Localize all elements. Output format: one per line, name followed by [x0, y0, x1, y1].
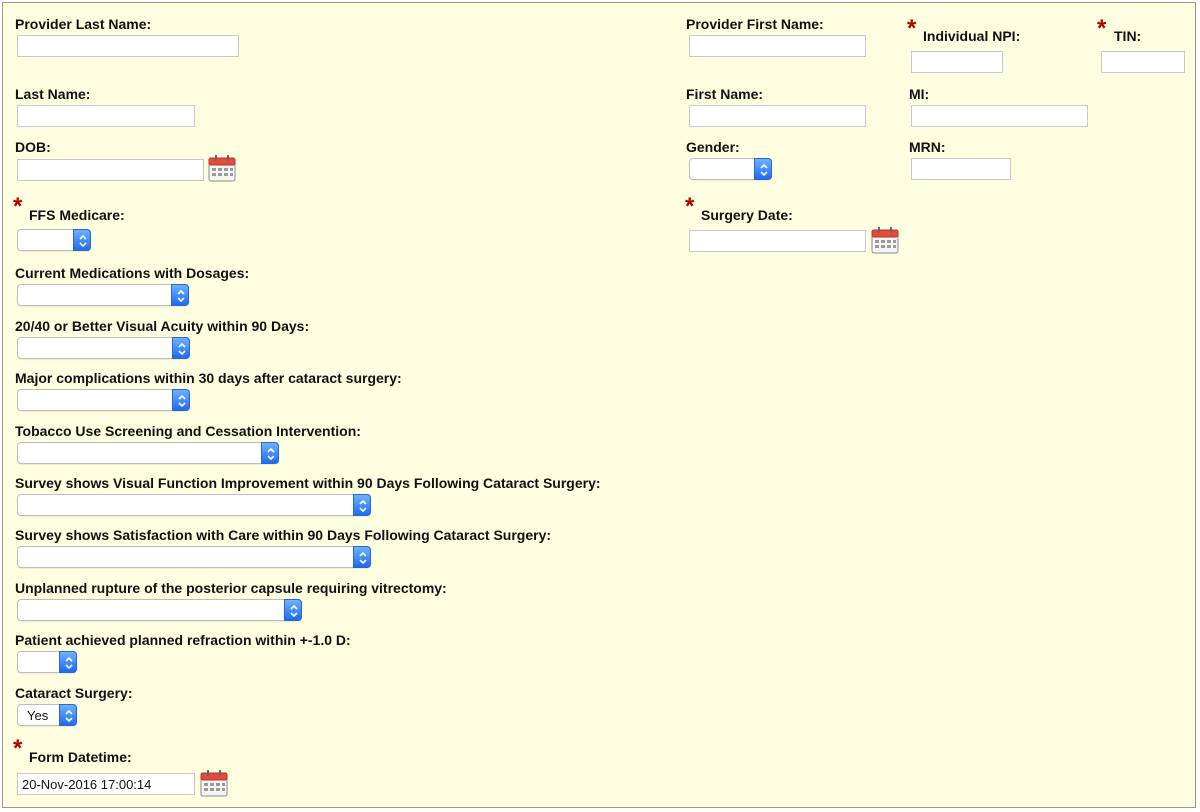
chevron-updown-icon — [59, 704, 77, 726]
satisfaction-label: Survey shows Satisfaction with Care within 90 Days Following Cataract Surgery: — [15, 527, 552, 543]
surgery-date-required-marker: * — [685, 193, 695, 220]
chevron-updown-icon — [59, 651, 77, 673]
gender-label: Gender: — [686, 139, 740, 155]
surgery-date-input[interactable] — [689, 230, 866, 252]
provider-last-name-input[interactable] — [17, 35, 239, 57]
ffs-medicare-select[interactable] — [17, 229, 91, 251]
cataract-surgery-label: Cataract Surgery: — [15, 685, 133, 701]
individual-npi-label: Individual NPI: — [923, 28, 1021, 44]
medications-label: Current Medications with Dosages: — [15, 265, 250, 281]
chevron-updown-icon — [171, 284, 189, 306]
first-name-input[interactable] — [689, 105, 866, 127]
satisfaction-select[interactable] — [17, 546, 371, 568]
ffs-medicare-required-marker: * — [13, 193, 23, 220]
provider-first-name-input[interactable] — [689, 35, 866, 57]
rupture-select[interactable] — [17, 599, 302, 621]
visual-acuity-label: 20/40 or Better Visual Acuity within 90 Days: — [15, 318, 310, 334]
tin-label: TIN: — [1114, 28, 1142, 44]
refraction-label: Patient achieved planned refraction within +-1.0 D: — [15, 632, 351, 648]
refraction-select[interactable] — [17, 651, 77, 673]
gender-select[interactable] — [689, 158, 772, 180]
ffs-medicare-label: FFS Medicare: — [29, 207, 125, 223]
tobacco-select[interactable] — [17, 442, 279, 464]
last-name-label: Last Name: — [15, 86, 91, 102]
visual-function-label: Survey shows Visual Function Improvement within 90 Days Following Cataract Surgery: — [15, 475, 601, 491]
calendar-icon[interactable] — [200, 769, 228, 797]
tobacco-label: Tobacco Use Screening and Cessation Intervention: — [15, 423, 361, 439]
chevron-updown-icon — [353, 494, 371, 516]
chevron-updown-icon — [172, 389, 190, 411]
npi-required-marker: * — [907, 15, 917, 42]
complications-label: Major complications within 30 days after cataract surgery: — [15, 370, 402, 386]
dob-label: DOB: — [15, 139, 51, 155]
mrn-input[interactable] — [911, 158, 1011, 180]
form-datetime-label: Form Datetime: — [29, 749, 132, 765]
chevron-updown-icon — [754, 158, 772, 180]
provider-last-name-label: Provider Last Name: — [15, 16, 152, 32]
mi-input[interactable] — [911, 105, 1088, 127]
cataract-measures-form — [2, 2, 1196, 808]
individual-npi-input[interactable] — [911, 51, 1003, 73]
chevron-updown-icon — [73, 229, 91, 251]
mrn-label: MRN: — [909, 139, 946, 155]
provider-first-name-label: Provider First Name: — [686, 16, 824, 32]
first-name-label: First Name: — [686, 86, 764, 102]
chevron-updown-icon — [284, 599, 302, 621]
chevron-updown-icon — [353, 546, 371, 568]
tin-required-marker: * — [1097, 15, 1107, 42]
rupture-label: Unplanned rupture of the posterior capsule requiring vitrectomy: — [15, 580, 447, 596]
cataract-surgery-select-value: Yes — [27, 708, 49, 723]
dob-input[interactable] — [17, 159, 204, 181]
medications-select[interactable] — [17, 284, 189, 306]
visual-acuity-select[interactable] — [17, 337, 190, 359]
tin-input[interactable] — [1101, 51, 1185, 73]
cataract-surgery-select[interactable] — [17, 704, 77, 726]
chevron-updown-icon — [261, 442, 279, 464]
last-name-input[interactable] — [17, 105, 195, 127]
complications-select[interactable] — [17, 389, 190, 411]
calendar-icon[interactable] — [871, 226, 899, 254]
calendar-icon[interactable] — [208, 154, 236, 182]
form-datetime-input[interactable] — [17, 773, 195, 795]
mi-label: MI: — [909, 86, 930, 102]
surgery-date-label: Surgery Date: — [701, 207, 793, 223]
visual-function-select[interactable] — [17, 494, 371, 516]
form-datetime-required-marker: * — [13, 735, 23, 762]
chevron-updown-icon — [172, 337, 190, 359]
